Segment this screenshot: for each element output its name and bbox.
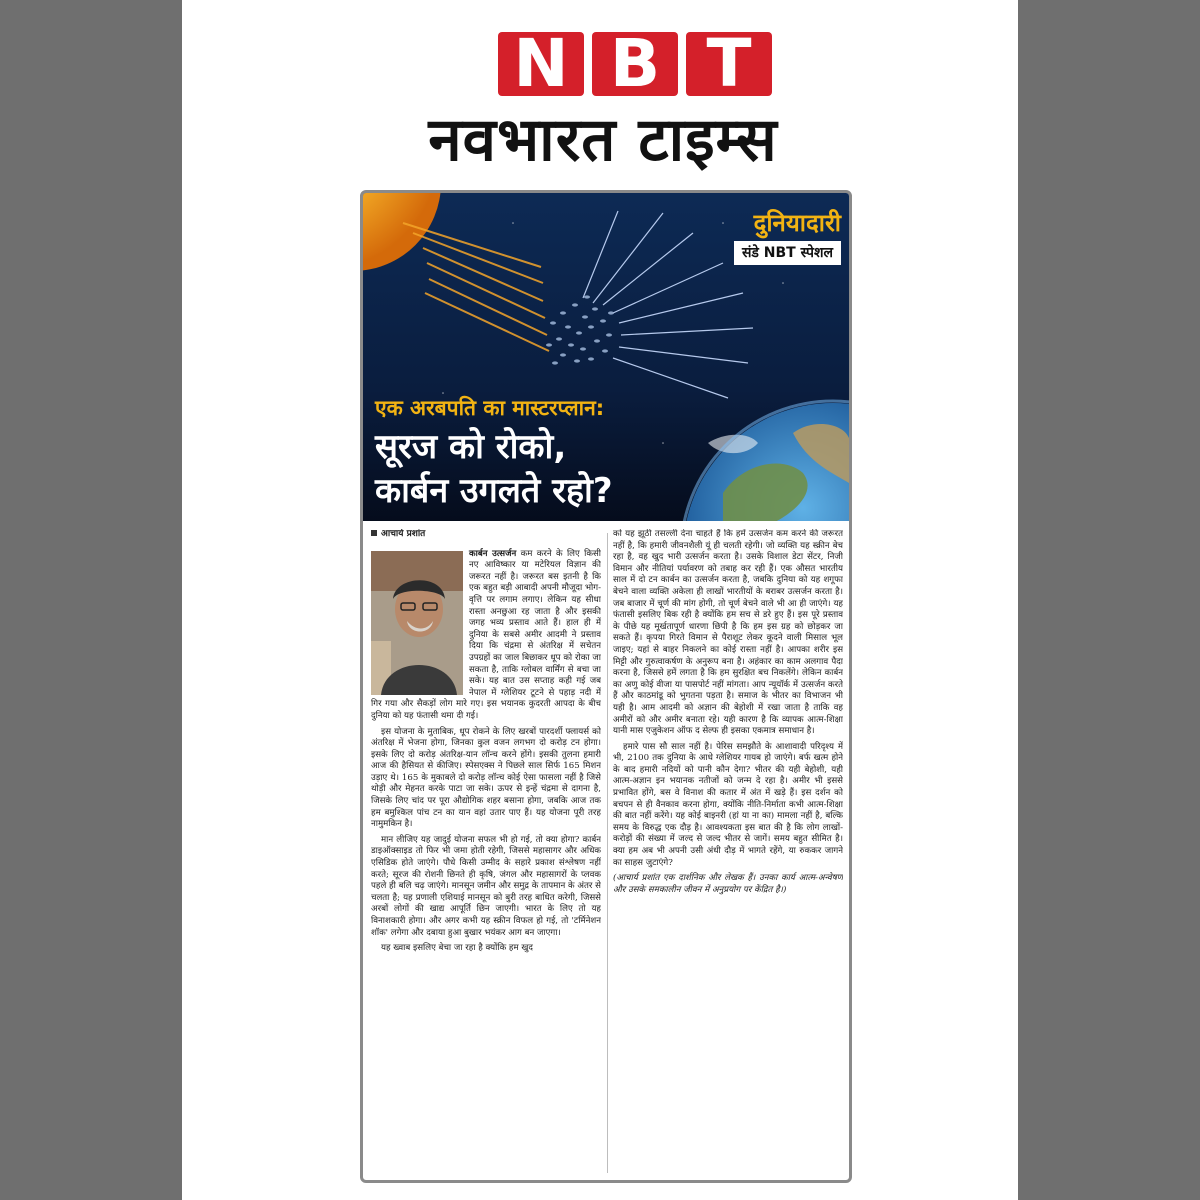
byline-author: आचार्य प्रशांत [381, 529, 426, 539]
paragraph: मान लीजिए यह जादुई योजना सफल भी हो गई, तो क्या होगा? कार्बन डाइऑक्साइड तो फिर भी जमा होती रहेगी, जिससे महासागर और अधिक एसिडिक होते जाएंगे। पौधे किसी उम्मीद के सहारे प्रकाश संश्लेषण नहीं करते; सूरज की रोशनी छिनते ही कृषि, जंगल और महासागरों के प्लवक पहले ही बलि चढ़ जाएंगे। मानसून जमीन और समुद्र के तापमान के अंतर से चलता है; यह प्रणाली एशियाई मानसून को बुरी तरह बाधित करेगी, जिससे अरबों लोगों की खाद्य आपूर्ति छिन जाएगी। भारत के लिए तो यह विनाशकारी होगा। और अगर कभी यह स्क्रीन विफल हो गई, तो 'टर्मिनेशन शॉक' लगेगा और दबाया हुआ बुखार भयंकर आग बन जाएगा। [371, 834, 601, 938]
byline-bullet-icon [371, 530, 377, 536]
headline [375, 425, 613, 513]
hero-illustration [363, 193, 849, 521]
paper-name: नवभारत टाइम्स [428, 105, 778, 175]
byline [371, 529, 601, 541]
section-subtitle: संडे NBT स्पेशल [734, 241, 841, 265]
logo-letter-t: T [686, 32, 772, 96]
article-body [371, 529, 843, 1177]
paragraph: हमारे पास सौ साल नहीं है। पेरिस समझौते के आशावादी परिदृश्य में भी, 2100 तक दुनिया के आधे ग्लेशियर गायब हो जाएंगे। बर्फ खत्म होने के बाद हमारी नदियों को पानी कौन देगा? भीतर की यही बेहोशी, यही आत्म-अज्ञान इन भयानक नतीजों को जन्म दे रहा है। अमीर भी इससे प्रभावित होंगे, बस वे विनाश की कतार में अंत में खड़े हैं। इस दर्शन को बचपन से ही वैनकाव करना होगा, क्योंकि नीति-निर्माता कभी आत्म-शिक्षा की बात नहीं करेंगे। यह कोई बाइनरी (हां या ना का) मामला नहीं है, बल्कि समय के विरुद्ध एक दौड़ है। आवश्यकता इस बात की है कि लोग लाखों-करोड़ों की संख्या में जल्द से जल्द भीतर से जागें। समय बहुत सीमित है। क्या हम अब भी अपनी उसी अंधी दौड़ में भागते रहेंगे, या रुककर जागने का साहस जुटाएंगे? [613, 741, 843, 868]
article-card [360, 190, 852, 1183]
lead-word: कार्बन उत्सर्जन [469, 548, 517, 559]
paragraph: इस योजना के मुताबिक, धूप रोकने के लिए खरबों पारदर्शी फ्लायर्स को अंतरिक्ष में भेजना होगा, जिनका कुल वजन लगभग दो करोड़ टन होगा। इसके लिए दो करोड़ अंतरिक्ष-यान लॉन्च करने होंगे। इसकी तुलना हमारी आज की हैसियत से कीजिए। स्पेसएक्स ने पिछले साल सिर्फ 165 मिशन उड़ाए थे। 165 के मुकाबले दो करोड़ लॉन्च कोई ऐसा फासला नहीं है जिसे थोड़ी और मेहनत करके पाटा जा सके। ऊपर से इन्हें चंद्रमा से दागना है, जिसके लिए चांद पर पूरा औद्योगिक शहर बसाना होगा, जबकि आज तक हम बमुश्किल पांच टन का यान वहां उतार पाए हैं। यह योजना पूरी तरह नामुमकिन है। [371, 726, 601, 830]
logo-letter-n: N [498, 32, 584, 96]
paragraph: को यह झूठी तसल्ली देना चाहते हैं कि हमें उत्सर्जन कम करने की जरूरत नहीं है, कि हमारी जीवनशैली यूं ही चलती रहेगी। जो व्यक्ति यह स्क्रीन बेच रहा है, वह खुद भारी उत्सर्जन करता है। उसके विशाल डेटा सेंटर, निजी विमान और नीतियां पर्यावरण को तबाह कर रही हैं। एक औसत भारतीय साल में दो टन कार्बन का उत्सर्जन करता है, जबकि दुनिया को यह शगूफा बेचने वाला व्यक्ति अकेला ही लाखों भारतीयों के बराबर उत्सर्जन करता है। जब बाजार में चूर्ण की मांग होगी, तो चूर्ण बेचने वाले भी आ ही जाएंगे। यह फंतासी इसलिए बिक रही है क्योंकि हम सच से डरे हुए हैं। इस पूरे प्रस्ताव के पीछे यह मूर्खतापूर्ण धारणा छिपी है कि हम इस ग्रह को छोड़कर जा सकते हैं। कृपया गिरते विमान से पैराशूट लेकर कूदने वाली मिसाल भूल जाइए; यहां से बाहर निकलने का कोई रास्ता नहीं है। आपका शरीर इस मिट्टी और गुरुत्वाकर्षण के अनुरूप बना है। अहंकार का काम अलगाव पैदा करना है, जिससे हमें लगता है कि हम सुरक्षित बच निकलेंगे। लेकिन कार्बन का अणु कोई वीजा या पासपोर्ट नहीं मांगता। आप न्यूयॉर्क में उत्सर्जन करते हैं और काठमांडू को भुगतना पड़ता है। समाज के भीतर का विभाजन भी यही है। आम आदमी को अज्ञान की बेहोशी में रखा जाता है ताकि वह अमीरों को और अमीर बनाता रहे। यही कारण है कि व्यापक आत्म-शिक्षा यानी मास एजुकेशन ऑफ द सेल्फ ही इसका एकमात्र समाधान है। [613, 529, 843, 737]
author-photo [371, 551, 463, 695]
newspaper-page [182, 0, 1018, 1200]
column-divider [607, 533, 608, 1173]
column-1 [371, 529, 601, 1177]
paragraph [371, 549, 601, 723]
headline-line-2: कार्बन उगलते रहो? [375, 471, 613, 511]
section-tag [734, 209, 841, 265]
column-2 [613, 529, 843, 1177]
logo-letter-b: B [592, 32, 678, 96]
headline-line-1: सूरज को रोको, [375, 427, 567, 467]
paragraph-text: कम करने के लिए किसी नए आविष्कार या मटेरियल विज्ञान की जरूरत नहीं है। जरूरत बस इतनी है कि एक बहुत बड़ी आबादी अपनी मौजूदा भोग-वृत्ति पर लगाम लगाए। लेकिन यह सीधा रास्ता अनछुआ रह जाता है और इसकी जगह भव्य प्रस्ताव आते हैं। हाल ही में दुनिया के सबसे अमीर आदमी ने प्रस्ताव दिया कि चंद्रमा से अंतरिक्ष में सचेतन उपग्रहों का जाल बिछाकर धूप को रोका जा सकता है, ताकि ग्लोबल वार्मिंग से बचा जा सके। यह बात उस सप्ताह कही गई जब नेपाल में ग्लेशियर टूटने से पहाड़ नदी में गिर गया और सैकड़ों लोग मारे गए। इस भयानक कुदरती आपदा के बीच दुनिया को यह फंतासी थमा दी गई। [371, 548, 601, 721]
section-name: दुनियादारी [753, 209, 841, 237]
author-note: (आचार्य प्रशांत एक दार्शनिक और लेखक हैं। उनका कार्य आत्म-अन्वेषण और उसके समकालीन जीवन में अनुप्रयोग पर केंद्रित है।) [613, 873, 843, 895]
headline-kicker: एक अरबपति का मास्टरप्लान: [375, 396, 605, 420]
paragraph: यह ख्वाब इसलिए बेचा जा रहा है क्योंकि हम खुद [381, 943, 533, 954]
